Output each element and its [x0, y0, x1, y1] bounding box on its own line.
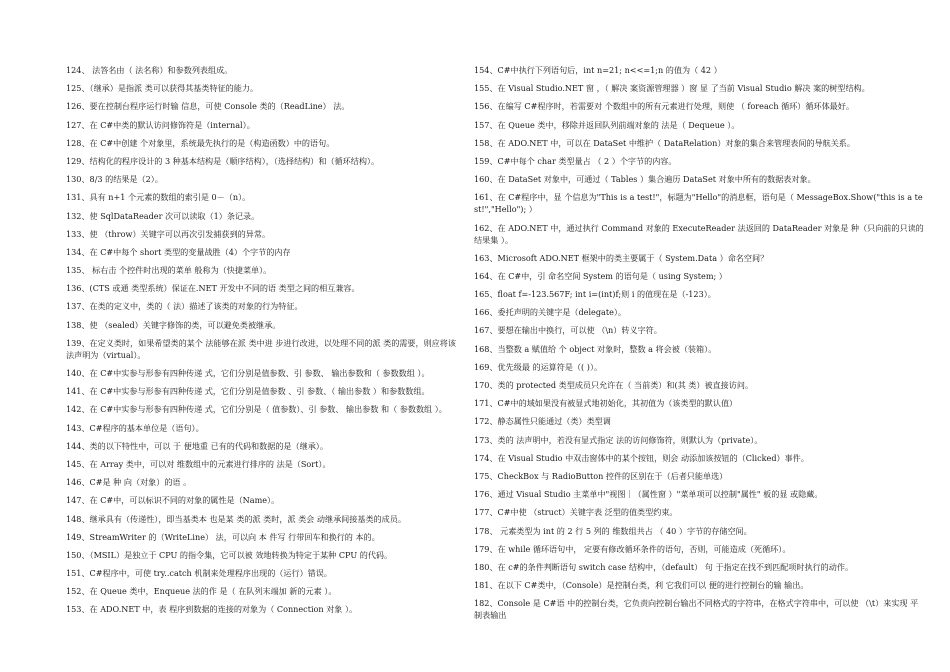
question-item: 159、C#中每个 char 类型量占 （ 2 ）个字节的内容。 [474, 155, 677, 166]
question-item: 136、(CTS 或通 类型系统）保证在.NET 开发中不同的语 类型之间的相互兼容。 [66, 283, 360, 294]
question-item: 124、 法答名由（ 法名称）和参数列表组成。 [66, 65, 233, 75]
question-item: 141、在 C#中实参与形参有四种传递 式，它们分别是值参数 、引 参数、（ 输出参数 ）和参数数组。 [66, 386, 430, 397]
question-item: 149、StreamWriter 的（WriteLine） 法，可以向 本 件写 行带回车和换行的 本的。 [66, 531, 380, 542]
question-item: 167、要想在输出中换行，可以使 （\n）转义字符。 [474, 325, 662, 336]
question-item: 156、在编写 C#程序时，若需要对 个数组中的所有元素进行处理，则使 （ foreach 循环）循环体最好。 [474, 101, 854, 112]
question-item: 131、具有 n+1 个元素的数组的索引是 0－（n）。 [66, 192, 251, 203]
question-item: 163、Microsoft ADO.NET 框架中的类主要属于（ System.Data ）命名空间？ [474, 252, 769, 263]
question-item: 143、C#程序的基本单位是（语句）。 [66, 422, 204, 433]
left-column [66, 64, 466, 622]
question-item: 153、在 ADO.NET 中，表 程序到数据的连接的对象为（ Connection 对象 ）。 [66, 604, 358, 615]
question-item: 125、（继承）是指派 类可以获得其基类特征的能力。 [66, 83, 259, 94]
right-column [474, 64, 924, 627]
question-item: 129、结构化的程序设计的 3 种基本结构是（顺序结构），（选择结构）和（循环结构）。 [66, 155, 380, 166]
question-item: 178、 元素类型为 int 的 2 行 5 列的 维数组共占 （ 40 ）字节的存储空间。 [474, 525, 752, 536]
question-item: 169、优先级最 的运算符是（( )）。 [474, 361, 603, 372]
question-item: 137、在类的定义中，类的（ 法）描述了该类的对象的行为特征。 [66, 301, 303, 312]
question-item: 145、在 Array 类中，可以对 维数组中的元素进行排序的 法是（Sort）。 [66, 458, 331, 469]
question-item: 151、C#程序中，可使 try..catch 机制来处理程序出现的（运行）错误。 [66, 568, 332, 579]
question-item: 127、在 C#中类的默认访问修饰符是（internal）。 [66, 119, 255, 130]
question-item: 148、继承具有（传递性），即当基类本 也是某 类的派 类时，派 类会 动继承间接基类的成员。 [66, 513, 406, 524]
question-item: 144、类的以下特性中，可以 于 便地重 已有的代码和数据的是（继承）。 [66, 440, 328, 451]
question-item: 150、（MSIL）是独立于 CPU 的指令集，它可以被 效地转换为特定于某种 CPU 的代码。 [66, 549, 393, 560]
question-item: 146、C#是 种 向（对象）的语 。 [66, 477, 192, 488]
question-item: 175、CheckBox 与 RadioButton 控件的区别在于（后者只能单选） [474, 470, 728, 481]
question-item: 155、在 Visual Studio.NET 窗 ，（ 解决 案资源管理器 ）窗 显 了当前 Visual Studio 解决 案的树型结构。 [474, 83, 870, 94]
question-item: 162、在 ADO.NET 中，通过执行 Command 对象的 ExecuteReader 法返回的 DataReader 对象是 种（只向前的只读的结果集 ）。 [474, 222, 924, 245]
question-item: 147、在 C#中，可以标识不同的对象的属性是（Name）。 [66, 495, 280, 506]
question-item: 140、在 C#中实参与形参有四种传递 式，它们分别是值参数、引 参数、 输出参数和（ 参数数组 ）。 [66, 368, 430, 378]
question-item: 158、在 ADO.NET 中，可以在 DataSet 中维护（ DataRelation）对象的集合来管理表间的导航关系。 [474, 137, 855, 148]
question-item: 157、在 Queue 类中，移除并返回队列前端对象的 法是（ Dequeue ）。 [474, 119, 740, 130]
question-item: 176、通过 Visual Studio 主菜单中"视图｜（属性窗 ）"菜单项可以控制"属性" 板的显 或隐藏。 [474, 489, 823, 500]
question-item: 161、在 C#程序中，显 个信息为"This is a test!"，标题为"Hello"的消息框，语句是（ MessageBox.Show("this is a test!","Hello"); ） [474, 192, 923, 215]
question-item: 152、在 Queue 类中，Enqueue 法的作 是（ 在队列末端加 新的元素 ）。 [66, 586, 337, 597]
question-item: 126、要在控制台程序运行时输 信息，可使 Console 类的（ReadLine） 法。 [66, 101, 350, 112]
question-item: 171、C#中的域如果没有被显式地初始化，其初值为（该类型的默认值） [474, 398, 738, 409]
question-item: 164、在 C#中，引 命名空间 System 的语句是（ using System; ） [474, 270, 727, 281]
question-item: 128、在 C#中创建 个对象里，系统最先执行的是（构造函数）中的语句。 [66, 137, 335, 148]
question-item: 173、类的 法声明中，若没有显式指定 法的访问修饰符，则默认为（private）。 [474, 434, 763, 445]
question-item: 134、在 C#中每个 short 类型的变量战胜（4）个字节的内存 [66, 246, 291, 257]
question-item: 172、静态属性只能通过（类）类型调 [474, 416, 611, 427]
question-item: 168、当整数 a 赋值给 个 object 对象时，整数 a 将会被（装箱）。 [474, 343, 717, 354]
question-item: 174、在 Visual Studio 中双击窗体中的某个按钮，则会 动添加该按钮的（Clicked）事件。 [474, 452, 809, 463]
question-item: 166、委托声明的关键字是（delegate）。 [474, 307, 627, 318]
question-item: 135、 标右击 个控件时出现的菜单 般称为（快捷菜单）。 [66, 265, 272, 276]
question-item: 139、在定义类时，如果希望类的某个 法能够在派 类中进 步进行改进，以处理不同的派 类的需要，则应将该 法声明为（virtual）。 [66, 337, 456, 360]
question-item: 142、在 C#中实参与形参有四种传递 式，它们分别是（ 值参数）、引 参数、 输出参数 和（ 参数数组 ）。 [66, 404, 447, 415]
question-item: 130、8/3 的结果是（2）。 [66, 174, 163, 185]
question-item: 170、类的 protected 类型成员只允许在（ 当前类）和(其 类）被直接访问。 [474, 380, 754, 390]
question-item: 160、在 DataSet 对象中，可通过（ Tables ）集合遍历 DataSet 对象中所有的数据表对象。 [474, 174, 816, 185]
question-item: 165、float f=-123.567F; int i=(int)f;则 i 的值现在是（-123）。 [474, 289, 716, 300]
question-item: 181、在以下 C#类中，（Console）是控制台类，利 它我们可以 便的进行控制台的输 输出。 [474, 580, 809, 591]
question-item: 179、在 while 循环语句中， 定要有修改循环条件的语句，否则，可能造成（死循环）。 [474, 543, 791, 554]
question-item: 177、C#中使 （struct）关键字表 泛型的值类型约束。 [474, 507, 678, 518]
question-item: 182、Console 是 C#语 中的控制台类，它负责向控制台输出不同格式的字符串，在格式字符串中，可以使 （\t）来实现 平制表输出 [474, 598, 919, 621]
question-item: 154、C#中执行下列语句后，int n=21; n<<=1;n 的值为（ 42 ） [474, 65, 722, 75]
question-item: 138、使 （sealed）关键字修饰的类，可以避免类被继承。 [66, 319, 281, 330]
question-item: 180、在 c#的条件判断语句 switch case 结构中，（default） 句 于指定在找不到匹配项时执行的动作。 [474, 561, 854, 572]
question-item: 132、使 SqlDataReader 次可以读取（1）条记录。 [66, 210, 260, 221]
question-item: 133、使 （throw）关键字可以再次引发捕获到的异常。 [66, 228, 271, 239]
